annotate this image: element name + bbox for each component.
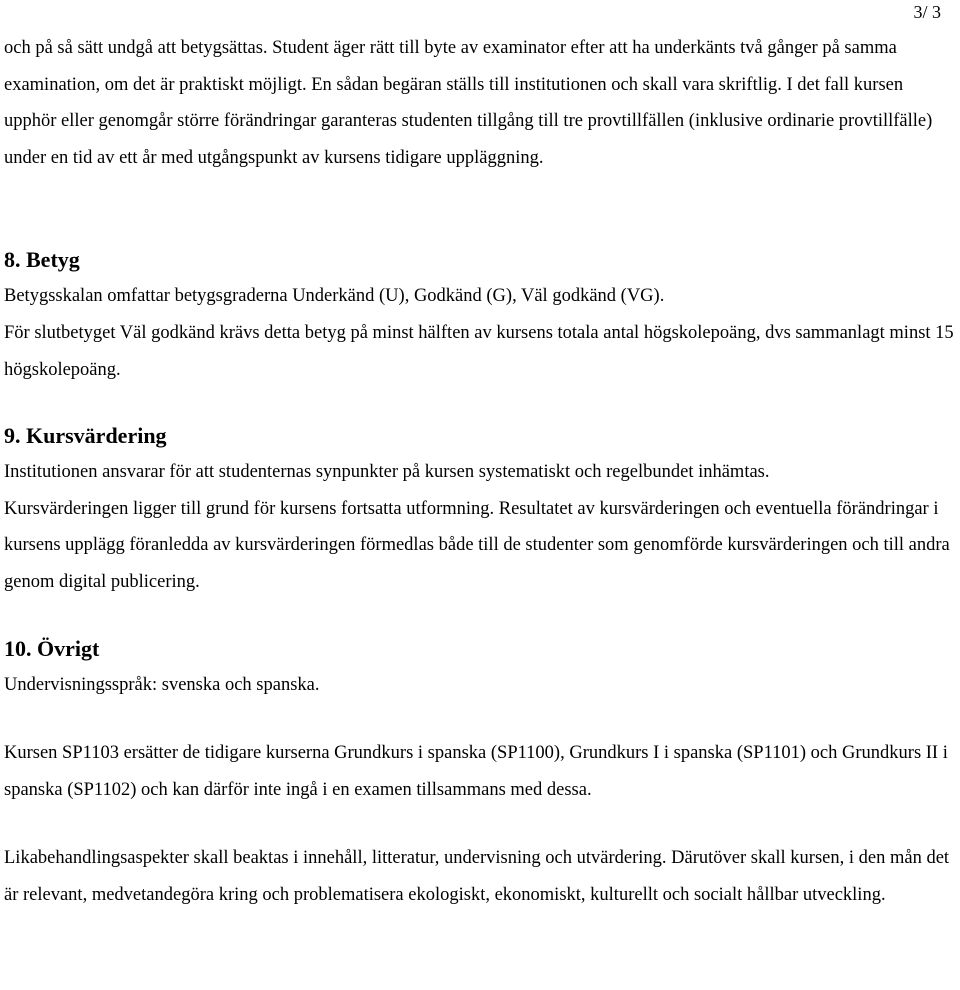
intro-paragraph: och på så sätt undgå att betygsättas. Student äger rätt till byte av examinator efter att ha underkänts två gånger på samma examination, om det är praktiskt möjligt. En sådan begäran ställs till institutionen och skall vara skriftlig. I det fall kursen upphör eller genomgår större förändringar garanteras studenten tillgång till tre provtillfällen (inklusive ordinarie provtillfälle) under en tid av ett år med utgångspunkt av kursens tidigare uppläggning.	[4, 38, 933, 168]
section-ovrigt	[4, 631, 960, 914]
evaluation-responsibility-text: Institutionen ansvarar för att studenternas synpunkter på kursen systematiskt och regelbundet inhämtas.	[4, 462, 770, 483]
section-heading-ovrigt: 10. Övrigt	[4, 635, 100, 661]
teaching-language-text: Undervisningsspråk: svenska och spanska.	[4, 674, 320, 695]
document-body	[4, 30, 960, 914]
section-heading-betyg: 8. Betyg	[4, 247, 80, 273]
page-number: 3/ 3	[913, 2, 941, 22]
equality-text: Likabehandlingsaspekter skall beaktas i innehåll, litteratur, undervisning och utvärdering. Därutöver skall kursen, i den mån det är relevant, medvetandegöra kring och problematisera ekologiskt, ekonomiskt, kulturellt och socialt hållbar utveckling.	[4, 848, 950, 905]
section-heading-kursvardering: 9. Kursvärdering	[4, 423, 167, 449]
course-replacement-text: Kursen SP1103 ersätter de tidigare kurserna Grundkurs i spanska (SP1100), Grundkurs I i spanska (SP1101) och Grundkurs II i spanska (SP1102) och kan därför inte ingå i en examen tillsammans med dessa.	[4, 743, 948, 800]
evaluation-results-text: Kursvärderingen ligger till grund för kursens fortsatta utformning. Resultatet av kursvärderingen och eventuella förändringar i kursens upplägg föranledda av kursvärderingen förmedlas både till de studenter som genomförde kursvärderingen och till andra genom digital publicering.	[4, 498, 950, 592]
grading-requirement-text: För slutbetyget Väl godkänd krävs detta betyg på minst hälften av kursens totala antal högskolepoäng, dvs sammanlagt minst 15 högskolepoäng.	[4, 322, 954, 380]
section-betyg	[4, 242, 960, 388]
section-kursvardering	[4, 418, 960, 600]
grading-scale-text: Betygsskalan omfattar betygsgraderna Underkänd (U), Godkänd (G), Väl godkänd (VG).	[4, 286, 665, 307]
